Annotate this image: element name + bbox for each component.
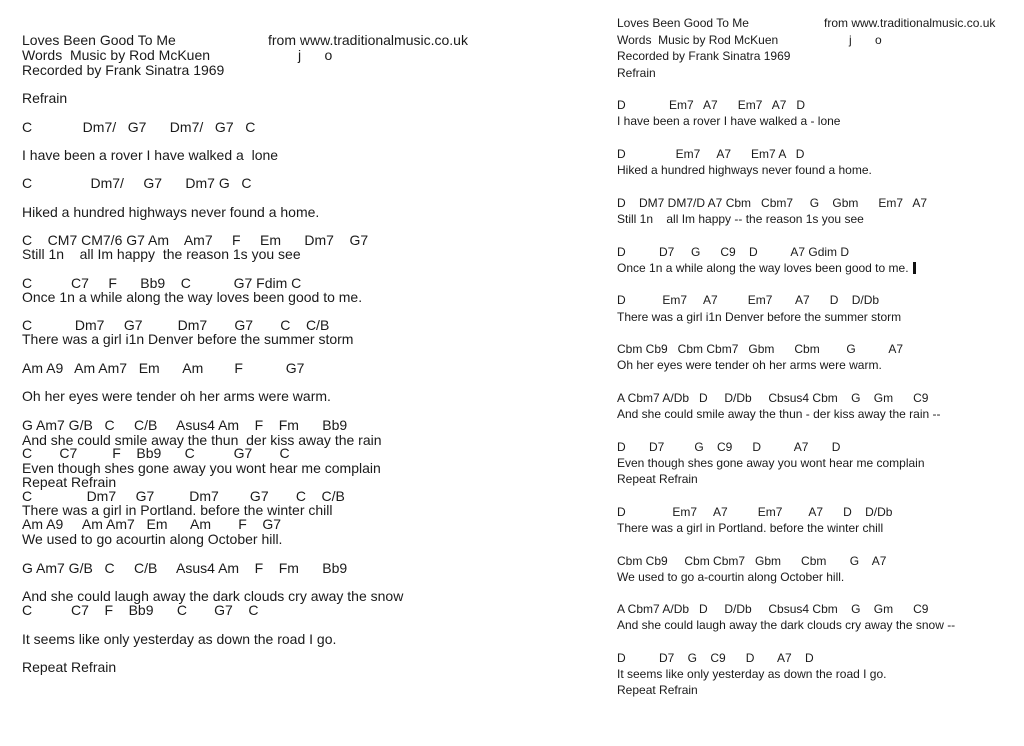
lyric-line: Even though shes gone away you wont hear me complain (617, 456, 925, 470)
song-title: Loves Been Good To Me (22, 32, 176, 48)
lyric-line: And she could laugh away the dark clouds cry away the snow -- (617, 618, 956, 632)
lyric-line: There was a girl i1n Denver before the summer storm (22, 331, 354, 347)
chord-line: Cbm Cb9 Cbm Cbm7 Gbm Cbm G A7 (617, 342, 904, 356)
songwriter-credit: Words Music by Rod McKuen (617, 33, 779, 47)
section-label: Repeat Refrain (617, 472, 698, 486)
lyric-line: Still 1n all Im happy the reason 1s you see (22, 246, 301, 262)
lyric-line: And she could laugh away the dark clouds cry away the snow (22, 588, 404, 604)
chord-line: C C7 F Bb9 C G7 Fdim C (22, 275, 302, 291)
chord-line: D D7 G C9 D A7 Gdim D (617, 245, 850, 259)
chord-line: C Dm7 G7 Dm7 G7 C C/B (22, 317, 330, 333)
lyric-line: I have been a rover I have walked a lone (22, 147, 279, 163)
left-lyrics-sheet (22, 0, 582, 675)
recording-credit: Recorded by Frank Sinatra 1969 (22, 62, 225, 78)
lyric-line: It seems like only yesterday as down the road I go. (22, 631, 337, 647)
lyric-line: And she could smile away the thun der kiss away the rain (22, 432, 382, 448)
chord-line: Cbm Cb9 Cbm Cbm7 Gbm Cbm G A7 (617, 554, 887, 568)
lyric-line: We used to go acourtin along October hill. (22, 531, 283, 547)
source-site: from www.traditionalmusic.co.uk (268, 32, 468, 48)
chord-line: C Dm7 G7 Dm7 G7 C C/B (22, 488, 345, 504)
source-site: from www.traditionalmusic.co.uk (824, 16, 996, 30)
lyric-line: I have been a rover I have walked a - lone (617, 114, 841, 128)
stray-letters: j o (298, 47, 333, 63)
chord-line: Am A9 Am Am7 Em Am F G7 (22, 516, 282, 532)
chord-line: A Cbm7 A/Db D D/Db Cbsus4 Cbm G Gm C9 (617, 602, 929, 616)
lyric-line: Hiked a hundred highways never found a home. (617, 163, 872, 177)
lyric-line: Oh her eyes were tender oh her arms were warm. (22, 388, 331, 404)
lyric-line: Once 1n a while along the way loves been good to me. (617, 261, 909, 275)
section-label: Repeat Refrain (22, 474, 117, 490)
text-cursor (913, 262, 916, 274)
lyric-line: Oh her eyes were tender oh her arms were warm. (617, 358, 882, 372)
chord-line: C Dm7/ G7 Dm7 G C (22, 175, 252, 191)
chord-line: D Em7 A7 Em7 A D (617, 147, 805, 161)
chord-line: D D7 G C9 D A7 D (617, 440, 841, 454)
section-label: Refrain (617, 66, 656, 80)
right-lyrics-sheet (617, 0, 1017, 697)
lyric-line: It seems like only yesterday as down the road I go. (617, 667, 887, 681)
songwriter-credit: Words Music by Rod McKuen (22, 47, 211, 63)
chord-line: Am A9 Am Am7 Em Am F G7 (22, 360, 305, 376)
lyric-line: There was a girl in Portland. before the winter chill (22, 502, 333, 518)
chord-line: A Cbm7 A/Db D D/Db Cbsus4 Cbm G Gm C9 (617, 391, 929, 405)
chord-line: C C7 F Bb9 C G7 C (22, 602, 259, 618)
section-label: Repeat Refrain (22, 659, 117, 675)
chord-line: D DM7 DM7/D A7 Cbm Cbm7 G Gbm Em7 A7 (617, 196, 928, 210)
chord-line: C Dm7/ G7 Dm7/ G7 C (22, 119, 256, 135)
chord-line: D D7 G C9 D A7 D (617, 651, 814, 665)
lyric-line: Hiked a hundred highways never found a home. (22, 204, 320, 220)
lyric-line: We used to go a-courtin along October hill. (617, 570, 845, 584)
stray-letters: j o (849, 33, 882, 47)
chord-line: D Em7 A7 Em7 A7 D D/Db (617, 505, 893, 519)
chord-line: D Em7 A7 Em7 A7 D D/Db (617, 293, 880, 307)
chord-line: G Am7 G/B C C/B Asus4 Am F Fm Bb9 (22, 417, 348, 433)
lyric-line: And she could smile away the thun - der kiss away the rain -- (617, 407, 941, 421)
recording-credit: Recorded by Frank Sinatra 1969 (617, 49, 791, 63)
chord-line: G Am7 G/B C C/B Asus4 Am F Fm Bb9 (22, 560, 348, 576)
song-title: Loves Been Good To Me (617, 16, 749, 30)
chord-line: C C7 F Bb9 C G7 C (22, 445, 290, 461)
lyric-line: There was a girl i1n Denver before the summer storm (617, 310, 902, 324)
chord-line: D Em7 A7 Em7 A7 D (617, 98, 806, 112)
lyric-line: There was a girl in Portland. before the winter chill (617, 521, 884, 535)
lyric-line: Still 1n all Im happy -- the reason 1s you see (617, 212, 864, 226)
section-label: Refrain (22, 90, 68, 106)
lyric-line: Once 1n a while along the way loves been good to me. (22, 289, 363, 305)
section-label: Repeat Refrain (617, 683, 698, 697)
chord-line: C CM7 CM7/6 G7 Am Am7 F Em Dm7 G7 (22, 232, 369, 248)
lyric-line: Even though shes gone away you wont hear me complain (22, 460, 381, 476)
